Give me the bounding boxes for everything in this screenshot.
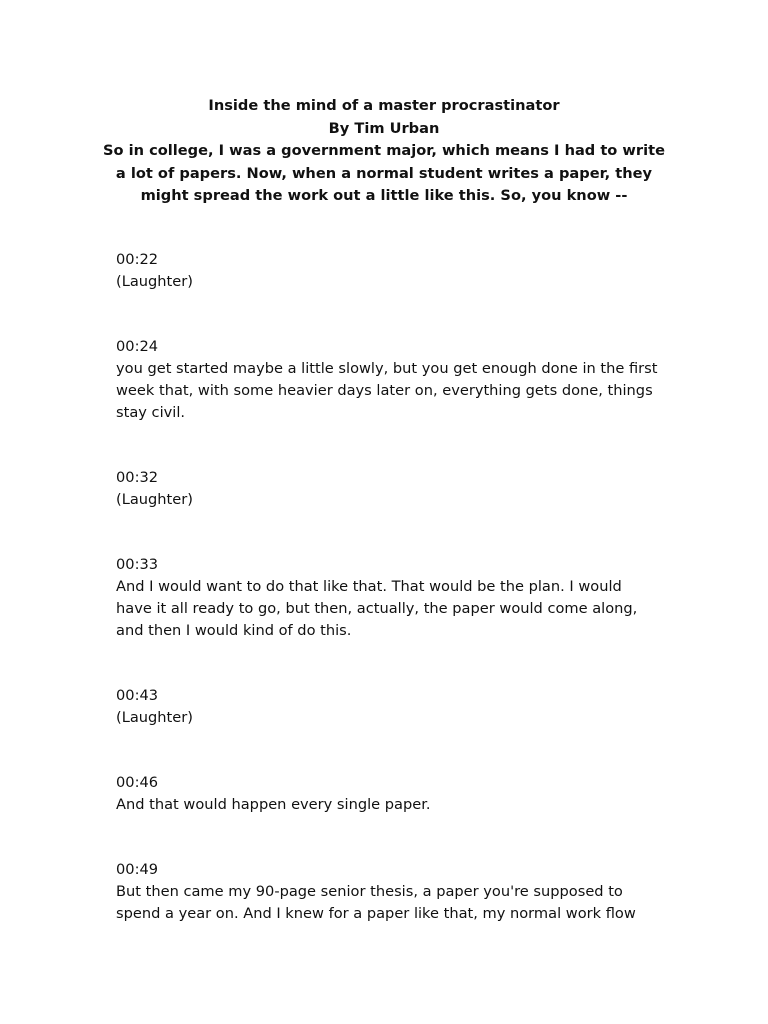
timestamp: 00:22 [116, 251, 159, 268]
timestamp: 00:46 [116, 774, 159, 791]
transcript-text: And that would happen every single paper. [116, 796, 431, 813]
transcript-text: (Laughter) [116, 709, 193, 726]
document-title: Inside the mind of a master procrastinator [208, 97, 560, 114]
transcript-text: But then came my 90-page senior thesis, a paper you're supposed to spend a year on. And I knew for a paper like that, my normal work flow [116, 883, 636, 922]
transcript-entry [116, 467, 660, 511]
transcript-text: And I would want to do that like that. That would be the plan. I would have it all ready to go, but then, actually, the paper would come along, and then I would kind of do this. [116, 578, 638, 639]
transcript-text: you get started maybe a little slowly, but you get enough done in the first week that, with some heavier days later on, everything gets done, things stay civil. [116, 360, 658, 421]
timestamp: 00:49 [116, 861, 159, 878]
timestamp: 00:24 [116, 338, 159, 355]
document-header [100, 95, 668, 208]
timestamp: 00:33 [116, 556, 159, 573]
transcript-entry [116, 336, 660, 424]
timestamp: 00:32 [116, 469, 159, 486]
transcript-entry [116, 772, 660, 816]
transcript-body [116, 249, 660, 968]
transcript-entry [116, 859, 660, 925]
transcript-text: (Laughter) [116, 273, 193, 290]
transcript-text: (Laughter) [116, 491, 193, 508]
document-byline: By Tim Urban [328, 119, 440, 137]
transcript-entry [116, 554, 660, 642]
transcript-entry [116, 249, 660, 293]
timestamp: 00:43 [116, 687, 159, 704]
transcript-entry [116, 685, 660, 729]
document-intro: So in college, I was a government major, which means I had to write a lot of papers. Now, when a normal student writes a paper, they might spread the work out a little like this. So, you know -- [103, 142, 665, 204]
